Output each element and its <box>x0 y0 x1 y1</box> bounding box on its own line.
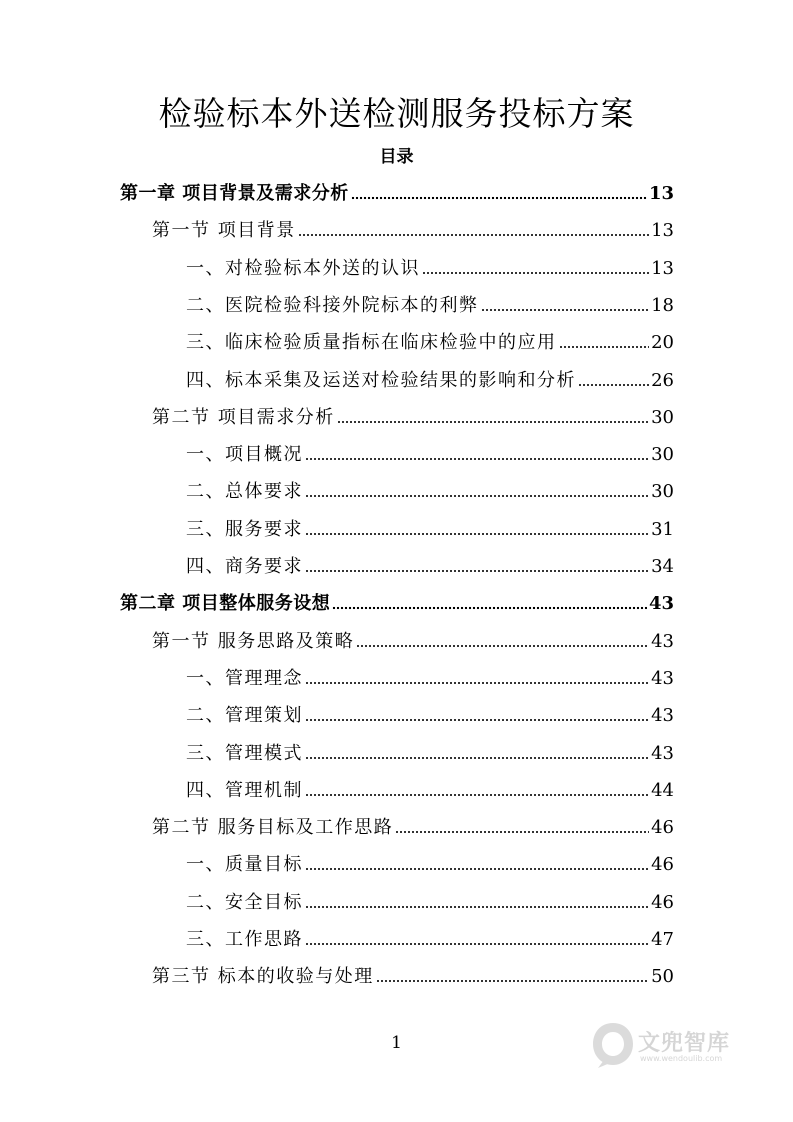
toc-entry-label: 一、项目概况 <box>186 444 303 466</box>
toc-entry-page: 26 <box>651 369 674 391</box>
toc-entry-page: 44 <box>651 779 674 801</box>
toc-entry-label: 三、临床检验质量指标在临床检验中的应用 <box>186 332 557 354</box>
watermark-url: www.wendoulib.com <box>640 1054 723 1063</box>
toc-leader-dots <box>395 828 649 834</box>
toc-entry-label: 三、服务要求 <box>186 518 303 540</box>
toc-entry-page: 30 <box>651 481 674 503</box>
toc-entry-page: 43 <box>651 705 674 727</box>
toc-leader-dots <box>305 903 649 909</box>
toc-entry-page: 50 <box>651 966 674 988</box>
toc-entry-label: 四、标本采集及运送对检验结果的影响和分析 <box>186 369 576 391</box>
toc-entry-page: 43 <box>651 667 674 689</box>
toc-entry-page: 47 <box>651 929 674 950</box>
toc-entry-item[interactable] <box>186 661 674 691</box>
toc-entry-page: 13 <box>648 183 674 204</box>
toc-entry-section[interactable] <box>152 400 674 430</box>
toc-entry-item[interactable] <box>186 288 674 318</box>
toc-entry-page: 18 <box>651 294 674 316</box>
watermark-logo-icon <box>590 1020 636 1070</box>
toc-entry-page: 43 <box>648 593 674 615</box>
toc-entry-page: 30 <box>651 406 674 428</box>
toc-entry-item[interactable] <box>186 251 674 281</box>
toc-entry-page: 46 <box>651 891 674 913</box>
toc-entry-label: 四、商务要求 <box>186 556 303 577</box>
toc-entry-label: 三、工作思路 <box>186 929 303 950</box>
toc-entry-label: 第三节 标本的收验与处理 <box>152 966 374 988</box>
toc-entry-item[interactable] <box>186 698 674 728</box>
toc-entry-page: 43 <box>651 630 674 652</box>
toc-leader-dots <box>356 642 649 648</box>
toc-entry-section[interactable] <box>152 810 674 840</box>
toc-leader-dots <box>305 754 649 760</box>
toc-entry-page: 31 <box>651 518 674 540</box>
toc-leader-dots <box>305 940 649 946</box>
toc-leader-dots <box>559 343 650 349</box>
toc-leader-dots <box>305 492 649 498</box>
toc-entry-chapter[interactable] <box>120 176 674 206</box>
toc-leader-dots <box>305 455 649 461</box>
toc-leader-dots <box>305 567 649 573</box>
toc-heading: 目录 <box>379 147 414 167</box>
toc-entry-label: 第一节 服务思路及策略 <box>152 630 355 652</box>
toc-entry-chapter[interactable] <box>120 586 674 616</box>
toc-entry-item[interactable] <box>186 773 674 803</box>
toc-entry-item[interactable] <box>186 885 674 915</box>
toc-entry-label: 二、管理策划 <box>186 705 303 727</box>
toc-entry-page: 13 <box>651 220 674 242</box>
toc-leader-dots <box>337 418 649 424</box>
toc-entry-item[interactable] <box>186 847 674 877</box>
toc-entry-item[interactable] <box>186 922 674 952</box>
toc-entry-section[interactable] <box>152 213 674 243</box>
toc-entry-label: 第二节 项目需求分析 <box>152 406 335 428</box>
toc-entry-label: 第二节 服务目标及工作思路 <box>152 817 394 839</box>
toc-entry-item[interactable] <box>186 474 674 504</box>
toc-entry-label: 二、医院检验科接外院标本的利弊 <box>186 294 479 316</box>
toc-leader-dots <box>422 269 649 275</box>
watermark <box>590 1020 750 1076</box>
toc-leader-dots <box>305 679 649 685</box>
toc-leader-dots <box>376 977 649 983</box>
toc-entry-label: 二、安全目标 <box>186 891 303 913</box>
toc-entry-page: 43 <box>651 742 674 764</box>
toc-entry-label: 一、质量目标 <box>186 854 303 876</box>
toc-entry-label: 第一章 项目背景及需求分析 <box>120 183 349 204</box>
toc-leader-dots <box>481 306 650 312</box>
toc-leader-dots <box>578 381 649 387</box>
toc-entry-item[interactable] <box>186 325 674 355</box>
toc-entry-item[interactable] <box>186 549 674 579</box>
toc-entry-label: 三、管理模式 <box>186 742 303 764</box>
toc-entry-label: 第二章 项目整体服务设想 <box>120 593 331 615</box>
toc-leader-dots <box>298 231 649 237</box>
toc-entry-label: 一、管理理念 <box>186 667 303 689</box>
toc-entry-label: 二、总体要求 <box>186 481 303 503</box>
toc-entry-section[interactable] <box>152 624 674 654</box>
toc-entry-label: 第一节 项目背景 <box>152 220 296 242</box>
toc-entry-page: 34 <box>651 556 674 577</box>
toc-entry-page: 46 <box>651 854 674 876</box>
toc-leader-dots <box>305 865 649 871</box>
toc-leader-dots <box>332 604 647 610</box>
toc-entry-page: 30 <box>651 444 674 466</box>
toc-leader-dots <box>351 194 647 200</box>
watermark-text: 文兜智库 <box>638 1031 731 1056</box>
toc-entry-page: 20 <box>651 332 674 354</box>
toc-entry-section[interactable] <box>152 959 674 989</box>
toc-entry-label: 一、对检验标本外送的认识 <box>186 257 420 279</box>
toc-leader-dots <box>305 716 649 722</box>
document-title: 检验标本外送检测服务投标方案 <box>158 94 635 133</box>
toc-entry-label: 四、管理机制 <box>186 779 303 801</box>
toc-leader-dots <box>305 791 649 797</box>
toc-leader-dots <box>305 530 649 536</box>
toc-entry-item[interactable] <box>186 512 674 542</box>
toc-entry-page: 46 <box>651 817 674 839</box>
toc-entry-item[interactable] <box>186 363 674 393</box>
toc-entry-item[interactable] <box>186 437 674 467</box>
page-number: 1 <box>391 1033 402 1053</box>
toc-entry-item[interactable] <box>186 736 674 766</box>
toc-entry-page: 13 <box>651 257 674 279</box>
